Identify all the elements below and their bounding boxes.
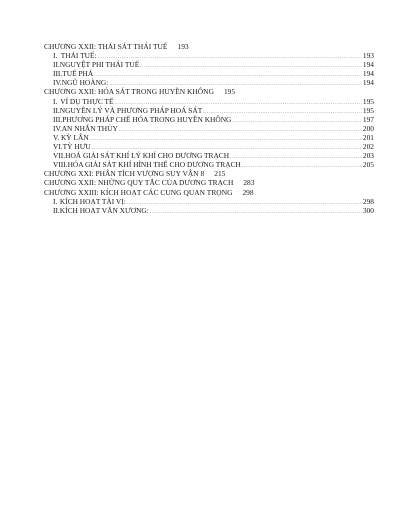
toc-chapter[interactable]: [44, 188, 374, 197]
table-of-contents: [44, 42, 374, 215]
toc-entry-number: II.: [53, 205, 60, 215]
toc-entry-title: AN NHẪN THỦY: [61, 123, 118, 133]
toc-page-number: 203: [362, 151, 374, 161]
toc-page-number: 202: [362, 142, 374, 152]
toc-chapter[interactable]: [44, 42, 374, 51]
toc-entry-number: I.: [53, 96, 58, 106]
toc-entry-title: NGUYỆT PHI THÁI TUẾ: [59, 60, 140, 70]
toc-entry-number: II.: [53, 105, 60, 115]
toc-page-number: 194: [362, 60, 374, 70]
toc-entry-number: VII.: [53, 151, 66, 161]
toc-chapter-title: CHƯƠNG XXIII: KÍCH HOẠT CÁC CUNG QUAN TRỌNG: [44, 187, 233, 197]
toc-entry-number: III.: [53, 114, 63, 124]
toc-page-number: 201: [362, 132, 374, 142]
toc-page-number: 298: [362, 196, 374, 206]
toc-page-number: 200: [362, 123, 374, 133]
toc-entry-number: IV.: [53, 78, 62, 88]
toc-entry-title: KỲ LÂN: [60, 132, 89, 142]
toc-entry-number: VIII.: [53, 160, 68, 170]
toc-entry-title: HOÁ GIẢI SÁT KHÍ LÝ KHÍ CHO DƯƠNG TRẠCH: [65, 151, 230, 161]
toc-entry[interactable]: [44, 151, 374, 160]
toc-entry-title: NGUYÊN LÝ VÀ PHƯƠNG PHÁP HOÁ SÁT: [59, 105, 203, 115]
toc-page-number: 195: [362, 105, 374, 115]
toc-entry-title: KÍCH HOẠT VĂN XƯƠNG:: [59, 205, 149, 215]
toc-entry[interactable]: [44, 97, 374, 106]
toc-chapter[interactable]: [44, 178, 374, 187]
toc-entry[interactable]: [44, 160, 374, 169]
toc-entry-title: HÓA GIẢI SÁT KHÍ HÌNH THẾ CHO DƯƠNG TRẠCH: [67, 160, 241, 170]
toc-entry-number: III.: [53, 69, 63, 79]
toc-entry-title: KÍCH HOẠT TÀI VỊ:: [59, 196, 126, 206]
toc-leader-dots: [150, 208, 362, 217]
toc-entry-number: I.: [53, 51, 58, 61]
toc-leader-dots: [242, 162, 362, 171]
toc-page-number: 298: [242, 187, 254, 197]
toc-page-number: 197: [362, 114, 374, 124]
toc-leader-dots: [90, 135, 362, 144]
toc-leader-dots: [94, 71, 362, 80]
toc-entry-title: PHƯƠNG PHÁP CHẾ HÓA TRONG HUYỀN KHÔNG: [62, 114, 232, 124]
toc-chapter-title: CHƯƠNG XXII: NHỮNG QUY TẮC CỦA DƯƠNG TRẠCH: [44, 178, 234, 188]
toc-leader-dots: [232, 117, 362, 126]
toc-entry-number: I.: [53, 196, 58, 206]
toc-page-number: 215: [214, 169, 226, 179]
toc-leader-dots: [127, 199, 362, 208]
toc-entry[interactable]: [44, 206, 374, 215]
toc-page-number: 194: [362, 78, 374, 88]
toc-entry-title: THÁI TUẾ:: [60, 51, 97, 61]
toc-entry-number: VI.: [53, 142, 63, 152]
toc-page-number: 195: [362, 96, 374, 106]
toc-leader-dots: [230, 153, 362, 162]
toc-entry-number: II.: [53, 60, 60, 70]
toc-entry[interactable]: [44, 133, 374, 142]
toc-entry-title: TỲ HƯU: [62, 142, 91, 152]
toc-entry-title: TUẾ PHÁ: [62, 69, 94, 79]
toc-entry[interactable]: [44, 142, 374, 151]
toc-leader-dots: [140, 62, 362, 71]
toc-entry[interactable]: [44, 124, 374, 133]
toc-entry-number: V.: [53, 132, 60, 142]
toc-chapter-title: CHƯƠNG XXII: THÁI SÁT THÁI TUẾ: [44, 42, 168, 51]
toc-entry-title: VÍ DỤ THỰC TẾ: [60, 96, 114, 106]
toc-entry[interactable]: [44, 60, 374, 69]
toc-page-number: 205: [362, 160, 374, 170]
toc-entry-title: NGŨ HOÀNG:: [61, 78, 109, 88]
toc-leader-dots: [119, 126, 362, 135]
toc-entry[interactable]: [44, 115, 374, 124]
toc-page-number: 193: [362, 51, 374, 61]
toc-entry[interactable]: [44, 69, 374, 78]
toc-entry[interactable]: [44, 197, 374, 206]
toc-page-number: 300: [362, 205, 374, 215]
toc-page-number: 194: [362, 69, 374, 79]
toc-entry[interactable]: [44, 106, 374, 115]
toc-chapter-title: CHƯƠNG XXII: HÓA SÁT TRONG HUYỀN KHÔNG: [44, 87, 214, 97]
toc-page-number: 193: [177, 42, 189, 51]
toc-page-number: 195: [223, 87, 236, 97]
toc-entry[interactable]: [44, 51, 374, 60]
toc-chapter-title: CHƯƠNG XXI: PHÂN TÍCH VƯỢNG SUY VẬN 8: [44, 169, 205, 179]
toc-entry-number: IV.: [53, 123, 62, 133]
toc-page-number: 283: [243, 178, 255, 188]
